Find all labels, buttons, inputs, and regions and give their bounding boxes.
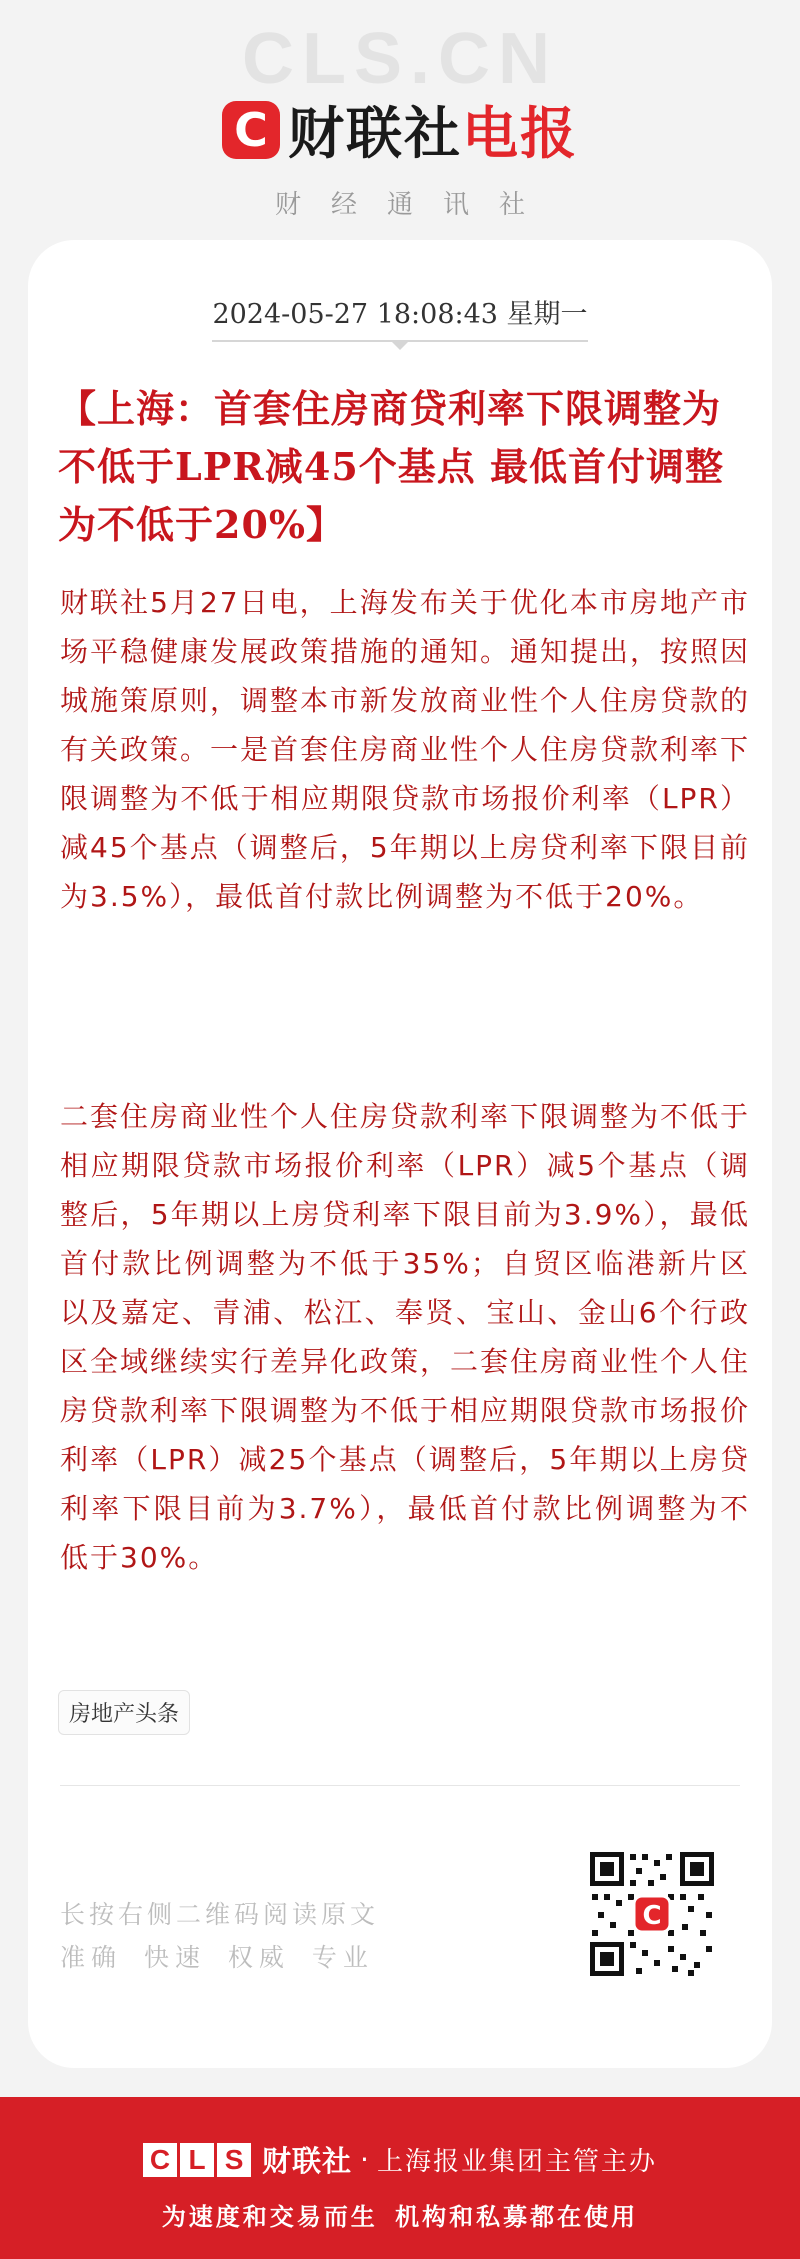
footer-slogan: 为速度和交易而生 机构和私募都在使用 — [161, 2203, 639, 2231]
brand-subtitle: 财经通讯社 — [274, 190, 555, 220]
qr-tagline: 准确 快速 权威 专业 — [60, 1943, 374, 1972]
qr-instruction: 长按右侧二维码阅读原文 — [60, 1900, 380, 1929]
cls-letter-s: S — [217, 2143, 251, 2177]
cls-logo-icon — [222, 101, 280, 159]
footer-organization: 上海报业集团主管主办 — [376, 2147, 657, 2177]
footer — [0, 2097, 800, 2259]
article-paragraph-1: 财联社5月27日电，上海发布关于优化本市房地产市场平稳健康发展政策措施的通知。通知提出，按照因城施策原则，调整本市新发放商业性个人住房贷款的有关政策。一是首套住房商业性个人住房贷款利率下限调整为不低于相应期限贷款市场报价利率（LPR）减45个基点（调整后，5年期以上房贷利率下限目前为3.5%），最低首付款比例调整为不低于20%。 — [60, 586, 751, 913]
article-datetime: 2024-05-27 18:08:43 星期一 — [212, 299, 588, 330]
cls-letter-c: C — [143, 2143, 177, 2177]
article-paragraph-2: 二套住房商业性个人住房贷款利率下限调整为不低于相应期限贷款市场报价利率（LPR）减5个基点（调整后，5年期以上房贷利率下限目前为3.9%），最低首付款比例调整为不低于35%；自贸区临港新片区以及嘉定、青浦、松江、奉贤、宝山、金山6个行政区全域继续实行差异化政策，二套住房商业性个人住房贷款利率下限调整为不低于相应期限贷款市场报价利率（LPR）减25个基点（调整后，5年期以上房贷利率下限目前为3.7%），最低首付款比例调整为不低于30%。 — [60, 1100, 751, 1574]
brand-name-telegraph: 电报 — [462, 102, 578, 167]
cls-letter-l: L — [180, 2143, 214, 2177]
topic-tag[interactable]: 房地产头条 — [58, 1690, 190, 1735]
logo-letter: C — [234, 103, 268, 157]
footer-brand-row — [0, 2139, 800, 2180]
qr-center-letter: C — [642, 1901, 662, 1931]
article-headline: 【上海：首套住房商贷利率下限调整为不低于LPR减45个基点 最低首付调整为不低于20%】 — [58, 386, 724, 547]
cls-letter-logo — [143, 2143, 254, 2177]
brand-name: 财联社 — [288, 102, 462, 167]
footer-brand-name: 财联社 — [262, 2144, 353, 2178]
footer-separator: · — [360, 2143, 369, 2176]
header — [0, 90, 800, 221]
section-divider — [60, 1785, 740, 1786]
cls-watermark: CLS.CN — [242, 19, 558, 99]
date-divider-pointer — [390, 340, 410, 350]
qr-code-icon[interactable] — [588, 1850, 716, 1978]
brand-logo — [0, 90, 800, 170]
article-card — [28, 240, 772, 2068]
